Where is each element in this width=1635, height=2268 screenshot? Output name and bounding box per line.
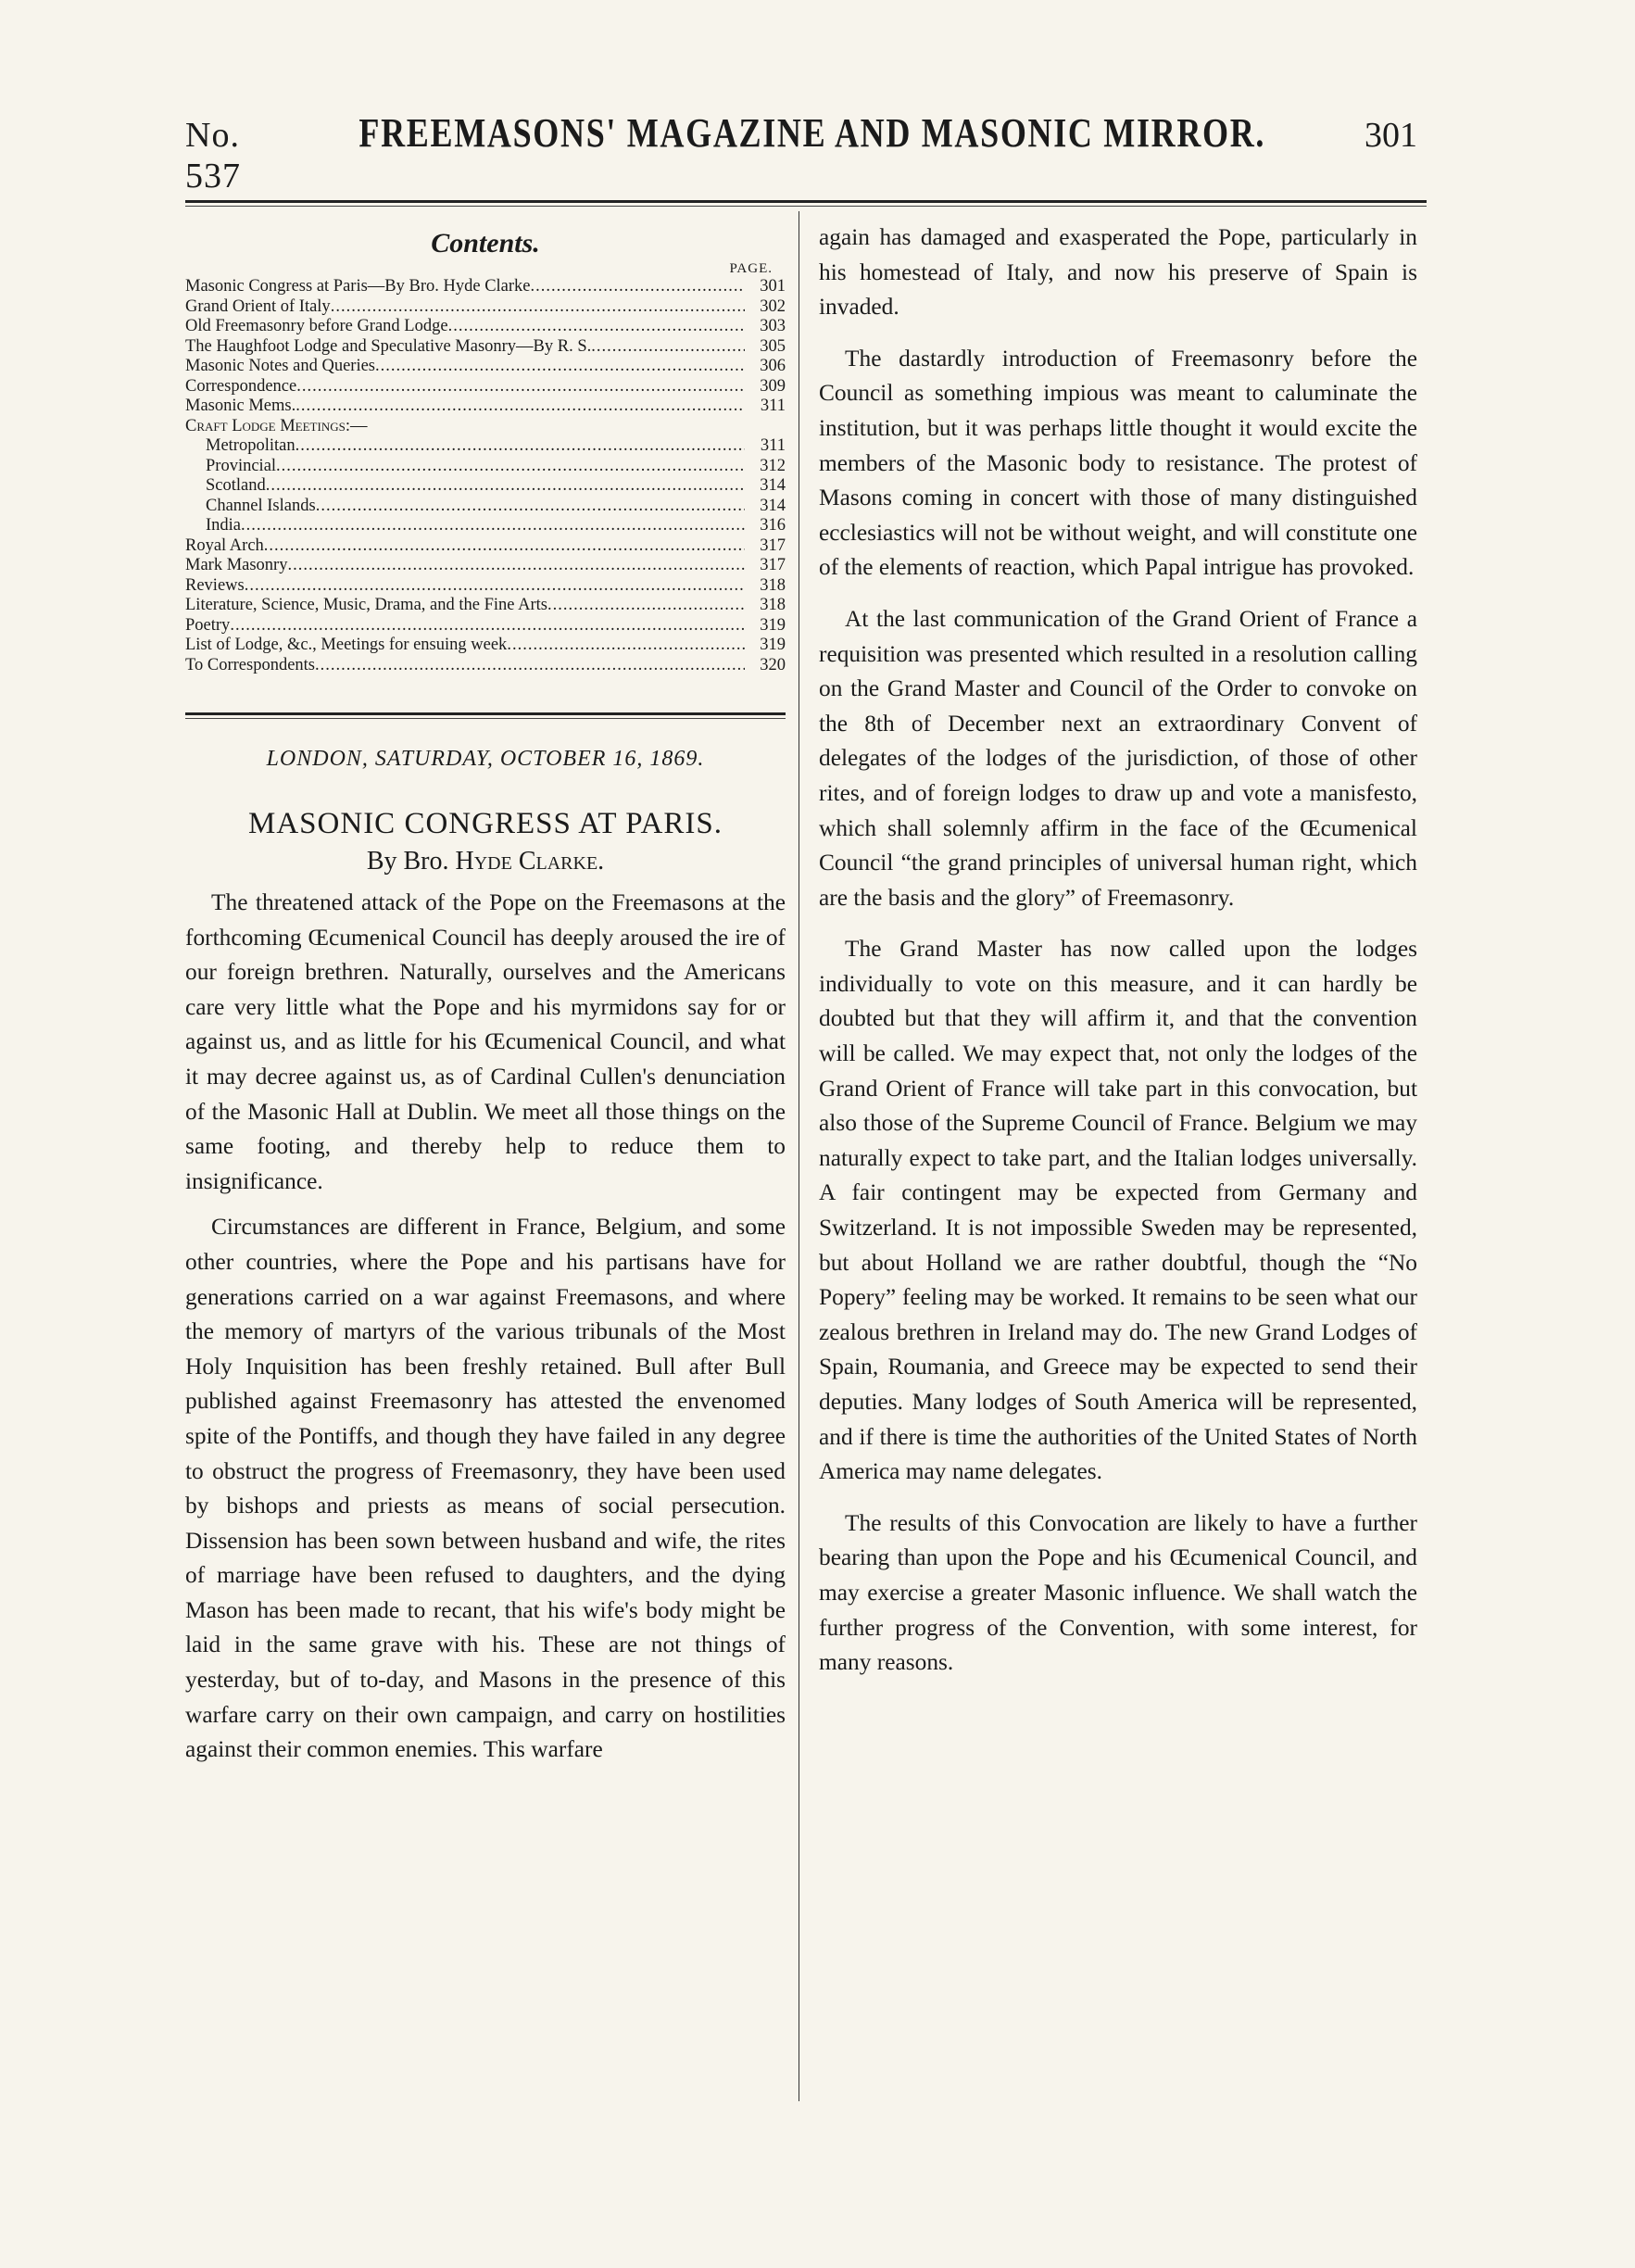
contents-entry-title: Poetry [185, 615, 231, 635]
contents-entry-title: Craft Lodge Meetings:— [185, 416, 368, 435]
contents-entry-page: 314 [760, 476, 786, 495]
contents-leader-dots [448, 317, 745, 337]
contents-entry-page: 306 [760, 357, 786, 375]
contents-entry-title: Metropolitan [206, 436, 296, 455]
article-paragraph: The Grand Master has now called upon the lodges individually to vote on this measure, and it can hardly be doubted but that they will affirm it, and that the convention will be called. We may expect that, not only the lodges of the Grand Orient of France will take part in this convocation, but also those of the Supreme Council of France. Belgium we may naturally expect to take part, and the Italian lodges universally. A fair contingent may be expected from Germany and Switzerland. It is not impossible Sweden may be represented, but about Holland we are rather doubtful, though the “No Popery” feeling may be worked. It remains to be seen what our zealous brethren in Ireland may do. The new Grand Lodges of Spain, Roumania, and Greece may be expected to send their deputies. Many lodges of South America will be represented, and if there is time the authorities of the United States of North America may name delegates. [819, 936, 1417, 1485]
contents-entry-page: 316 [760, 516, 786, 535]
contents-entry-title: To Correspondents [185, 655, 316, 674]
contents-entry-title: Royal Arch [185, 536, 264, 555]
contents-leader-dots [296, 377, 745, 397]
contents-entry [185, 377, 786, 397]
contents-entry-title: Grand Orient of Italy [185, 296, 331, 316]
article-paragraph: again has damaged and exasperated the Pope, particularly in his homestead of Italy, and now his preserve of Spain is invaded. [819, 224, 1417, 321]
contents-leader-dots [547, 596, 745, 616]
contents-heading: Contents. [431, 228, 540, 258]
contents-entry [185, 317, 786, 337]
contents-entry [185, 596, 786, 616]
contents-leader-dots [287, 556, 745, 576]
dateline: LONDON, SATURDAY, OCTOBER 16, 1869. [266, 747, 705, 771]
contents-entry-title: List of Lodge, &c., Meetings for ensuing week [185, 636, 508, 654]
contents-entry [185, 497, 786, 517]
contents-rule-thin [185, 718, 786, 719]
contents-entry-title: Masonic Mems. [185, 397, 296, 415]
contents-entry-page: 311 [760, 436, 786, 455]
contents-entry-title: Literature, Science, Music, Drama, and the Fine Arts [185, 596, 547, 614]
contents-entry [185, 636, 786, 656]
contents-entry [185, 516, 786, 536]
contents-entry [185, 436, 786, 457]
contents-entry [185, 457, 786, 477]
contents-leader-dots [276, 457, 745, 477]
contents-entry-page: 302 [760, 296, 786, 316]
contents-entry [185, 337, 786, 358]
contents-entry-page: 312 [760, 456, 786, 475]
contents-entry-page: 309 [760, 376, 786, 396]
contents-leader-dots [241, 516, 745, 536]
contents-entry-title: Channel Islands [206, 496, 316, 515]
contents-leader-dots [264, 536, 745, 557]
contents-entry-title: Correspondence [185, 376, 297, 396]
page-header [185, 109, 1417, 195]
article-paragraph: The results of this Convocation are likely to have a further bearing than upon the Pope and his Œcumenical Council, and may exercise a greater Masonic influence. We shall watch the further progress of the Convention, with some interest, for many reasons. [819, 1509, 1417, 1676]
contents-leader-dots [245, 576, 745, 597]
contents-entry-page: 314 [760, 496, 786, 515]
contents-entry-title: Masonic Congress at Paris—By Bro. Hyde Clarke [185, 277, 531, 296]
contents-entry-page: 319 [760, 636, 786, 654]
article-title: MASONIC CONGRESS AT PARIS. [248, 807, 723, 840]
issue-number: No. 537 [185, 116, 241, 195]
contents-entry-title: Masonic Notes and Queries [185, 357, 375, 375]
contents-leader-dots [531, 277, 745, 297]
contents-entry [185, 476, 786, 497]
contents-entry-page: 305 [760, 336, 786, 356]
article-byline [185, 847, 786, 876]
contents-entry-page: 301 [760, 277, 786, 296]
contents-entry [185, 397, 786, 417]
contents-entry-page: 317 [760, 536, 786, 555]
left-column [185, 220, 786, 1779]
contents-entry-title: India [206, 516, 242, 535]
contents-entry-page: 311 [760, 397, 786, 415]
contents-entry [185, 277, 786, 297]
contents-entry [185, 576, 786, 597]
contents-leader-dots [507, 636, 745, 656]
byline-author: Hyde Clarke. [455, 847, 605, 876]
contents-entry [185, 656, 786, 676]
contents-section [185, 228, 786, 675]
article-paragraph: At the last communication of the Grand Orient of France a requisition was presented which resulted in a resolution calling on the Grand Master and Council of the Order to convoke on the 8th of December next an extraordinary Convent of delegates of the lodges of the jurisdiction, of those of other rites, and of foreign lodges to draw up and vote a manisfesto, which shall solemnly affirm in the face of the Œcumenical Council “the grand principles of universal human right, which are the basis and the glory” of Freemasonry. [819, 605, 1417, 911]
contents-leader-dots [296, 436, 745, 457]
article-paragraph: Circumstances are different in France, Belgium, and some other countries, where the Pope and his partisans have for generations carried on a war against Freemasons, and where the memory of martyrs of the various tribunals of the Most Holy Inquisition has been freshly retained. Bull after Bull published against Freemasonry has attested the envenomed spite of the Pontiffs, and though they have failed in any degree to obstruct the progress of Freemasonry, they have been used by bishops and priests as means of social persecution. Dissension has been sown between husband and wife, the rites of marriage have been refused to daughters, and the dying Mason has been made to recant, that his wife's body might be laid in the same grave with his. These are not things of yesterday, but of to-day, and Masons in the presence of this warfare carry on their own campaign, and carry on hostilities against their common enemies. This warfare [185, 1214, 786, 1763]
contents-entry-title: Old Freemasonry before Grand Lodge [185, 317, 448, 335]
contents-entry-title: Reviews [185, 575, 245, 595]
contents-entry [185, 616, 786, 636]
contents-leader-dots [331, 297, 745, 318]
contents-list [185, 277, 786, 675]
contents-leader-dots [375, 357, 745, 377]
article-paragraph: The dastardly introduction of Freemasonry before the Council as something impious was meant to caluminate the institution, but it was perhaps little thought it would excite the members of the Masonic body to resistance. The protest of Masons coming in concert with those of many distinguished ecclesiastics will not be without weight, and will constitute one of the elements of reaction, which Papal intrigue has provoked. [819, 345, 1417, 581]
contents-leader-dots [266, 476, 745, 497]
contents-entry [185, 536, 786, 557]
contents-entry-page: 318 [760, 575, 786, 595]
contents-entry [185, 417, 786, 437]
contents-page-label: PAGE. [729, 261, 773, 276]
contents-entry-title: Provincial [206, 456, 277, 475]
contents-entry-page: 317 [760, 556, 786, 574]
byline-prefix: By Bro. [366, 847, 449, 876]
contents-entry-page: 303 [760, 317, 786, 335]
contents-entry-page: 320 [760, 655, 786, 674]
contents-entry-title: Mark Masonry [185, 556, 288, 574]
contents-leader-dots [296, 397, 745, 417]
article-paragraph: The threatened attack of the Pope on the Freemasons at the forthcoming Œcumenical Council has deeply aroused the ire of our foreign brethren. Naturally, ourselves and the Americans care very little what the Pope and his myrmidons say for or against us, and as little for his Œcumenical Council, and what it may decree against us, as of Cardinal Cullen's denunciation of the Masonic Hall at Dublin. We meet all those things on the same footing, and thereby help to reduce them to insignificance. [185, 889, 786, 1194]
header-rule-thin [185, 206, 1427, 207]
right-column [819, 220, 1417, 1697]
contents-entry-page: 319 [760, 615, 786, 635]
contents-leader-dots [316, 497, 745, 517]
contents-rule [185, 712, 786, 715]
contents-entry [185, 357, 786, 377]
contents-leader-dots [315, 656, 745, 676]
contents-entry-page: 318 [760, 596, 786, 614]
contents-entry [185, 297, 786, 318]
page-number: 301 [1365, 116, 1417, 155]
masthead-title: FREEMASONS' MAGAZINE AND MASONIC MIRROR. [358, 110, 1265, 156]
header-rule [185, 200, 1427, 203]
contents-entry-title: The Haughfoot Lodge and Speculative Masonry—By R. S. [185, 336, 592, 356]
contents-entry-title: Scotland [206, 476, 266, 495]
contents-leader-dots [591, 337, 745, 358]
contents-entry [185, 556, 786, 576]
contents-leader-dots [230, 616, 745, 636]
